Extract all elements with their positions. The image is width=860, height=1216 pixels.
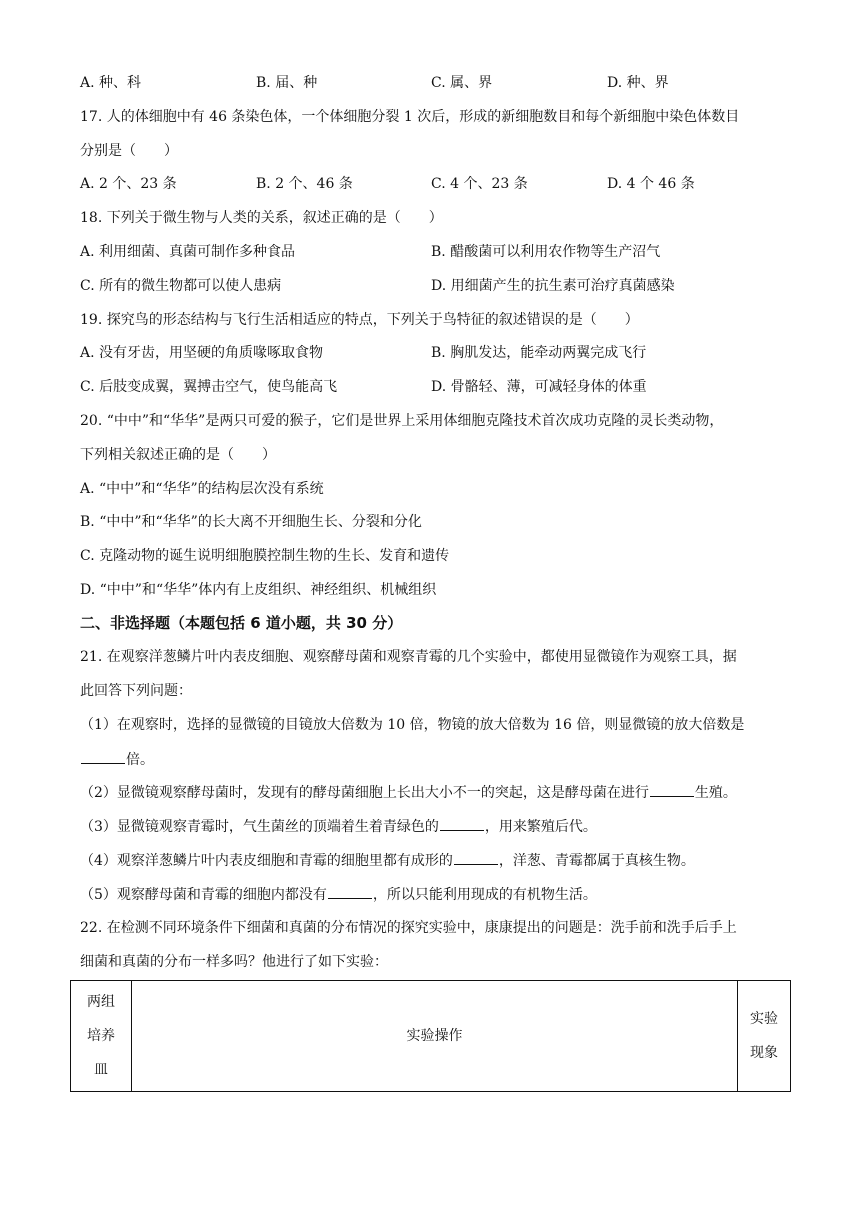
q20-option-d: D. “中中”和“华华”体内有上皮组织、神经组织、机械组织 xyxy=(80,582,437,598)
q21-part1-line1: （1）在观察时，选择的显微镜的目镜放大倍数为 10 倍，物镜的放大倍数为 16 倍，则显微镜的放大倍数是 xyxy=(80,717,745,733)
answer-blank xyxy=(81,749,125,764)
table-header-phenomenon xyxy=(738,981,791,1092)
q17-stem-line1: 17. 人的体细胞中有 46 条染色体，一个体细胞分裂 1 次后，形成的新细胞数目和每个新细胞中染色体数目 xyxy=(80,109,740,125)
q21-stem-line1: 21. 在观察洋葱鳞片叶内表皮细胞、观察酵母菌和观察青霉的几个实验中，都使用显微镜作为观察工具，据 xyxy=(80,649,737,665)
q21-part2-tail: 生殖。 xyxy=(694,785,737,801)
q21-part2 xyxy=(80,782,737,802)
answer-blank xyxy=(454,850,498,865)
header-dishes-line3: 皿 xyxy=(94,1062,108,1078)
table-header-operation: 实验操作 xyxy=(132,981,738,1092)
q20-option-a: A. “中中”和“华华”的结构层次没有系统 xyxy=(80,481,324,497)
q19-option-b: B. 胸肌发达，能牵动两翼完成飞行 xyxy=(431,345,647,361)
q19-option-c: C. 后肢变成翼，翼搏击空气，使鸟能高飞 xyxy=(80,379,338,395)
q21-part3 xyxy=(80,816,597,836)
q21-part1-line2 xyxy=(80,749,154,769)
header-phenomenon-line2: 现象 xyxy=(750,1045,778,1061)
q17-stem-line2: 分别是（ ） xyxy=(80,143,178,159)
q21-part2-head: （2）显微镜观察酵母菌时，发现有的酵母菌细胞上长出大小不一的突起，这是酵母菌在进行 xyxy=(80,785,649,801)
q21-stem-line2: 此回答下列问题： xyxy=(80,683,192,699)
experiment-table xyxy=(70,980,791,1092)
q22-stem-line1: 22. 在检测不同环境条件下细菌和真菌的分布情况的探究实验中，康康提出的问题是：洗手前和洗手后手上 xyxy=(80,920,737,936)
q17-option-d: D. 4 个 46 条 xyxy=(607,176,695,192)
q21-part4 xyxy=(80,850,695,870)
q19-option-d: D. 骨骼轻、薄，可减轻身体的体重 xyxy=(431,379,647,395)
q18-option-d: D. 用细菌产生的抗生素可治疗真菌感染 xyxy=(431,278,675,294)
q17-option-a: A. 2 个、23 条 xyxy=(80,176,177,192)
q21-part5-tail: ，所以只能利用现成的有机物生活。 xyxy=(372,887,597,903)
q21-part3-tail: ，用来繁殖后代。 xyxy=(484,819,597,835)
q20-stem-line2: 下列相关叙述正确的是（ ） xyxy=(80,447,276,463)
header-phenomenon-line1: 实验 xyxy=(750,1011,778,1027)
q16-option-b: B. 届、种 xyxy=(256,75,318,91)
q21-part3-head: （3）显微镜观察青霉时，气生菌丝的顶端着生着青绿色的 xyxy=(80,819,439,835)
table-header-dishes xyxy=(71,981,132,1092)
q18-option-c: C. 所有的微生物都可以使人患病 xyxy=(80,278,282,294)
answer-blank xyxy=(328,884,372,899)
q17-option-b: B. 2 个、46 条 xyxy=(256,176,353,192)
header-dishes-line2: 培养 xyxy=(87,1028,115,1044)
q17-option-c: C. 4 个、23 条 xyxy=(431,176,528,192)
q16-option-d: D. 种、界 xyxy=(607,75,669,91)
q16-option-c: C. 属、界 xyxy=(431,75,493,91)
q20-option-c: C. 克隆动物的诞生说明细胞膜控制生物的生长、发育和遗传 xyxy=(80,548,450,564)
q16-option-a: A. 种、科 xyxy=(80,75,142,91)
q21-part5-head: （5）观察酵母菌和青霉的细胞内都没有 xyxy=(80,887,327,903)
q18-option-b: B. 醋酸菌可以利用农作物等生产沼气 xyxy=(431,244,661,260)
q21-part4-head: （4）观察洋葱鳞片叶内表皮细胞和青霉的细胞里都有成形的 xyxy=(80,853,453,869)
q20-option-b: B. “中中”和“华华”的长大离不开细胞生长、分裂和分化 xyxy=(80,514,422,530)
q21-part1-tail: 倍。 xyxy=(126,752,154,768)
q19-stem: 19. 探究鸟的形态结构与飞行生活相适应的特点，下列关于鸟特征的叙述错误的是（ ） xyxy=(80,312,639,328)
q18-stem: 18. 下列关于微生物与人类的关系，叙述正确的是（ ） xyxy=(80,210,443,226)
header-dishes-line1: 两组 xyxy=(87,994,115,1010)
section-title: 二、非选择题（本题包括 6 道小题，共 30 分） xyxy=(80,614,403,632)
q22-stem-line2: 细菌和真菌的分布一样多吗？他进行了如下实验： xyxy=(80,954,388,970)
q19-option-a: A. 没有牙齿，用坚硬的角质喙啄取食物 xyxy=(80,345,324,361)
q21-part5 xyxy=(80,884,597,904)
answer-blank xyxy=(440,816,484,831)
q20-stem-line1: 20. “中中”和“华华”是两只可爱的猴子，它们是世界上采用体细胞克隆技术首次成功克隆的灵长类动物， xyxy=(80,413,724,429)
q21-part4-tail: ，洋葱、青霉都属于真核生物。 xyxy=(498,853,695,869)
q18-option-a: A. 利用细菌、真菌可制作多种食品 xyxy=(80,244,296,260)
answer-blank xyxy=(650,782,694,797)
table-header-row xyxy=(71,981,791,1092)
